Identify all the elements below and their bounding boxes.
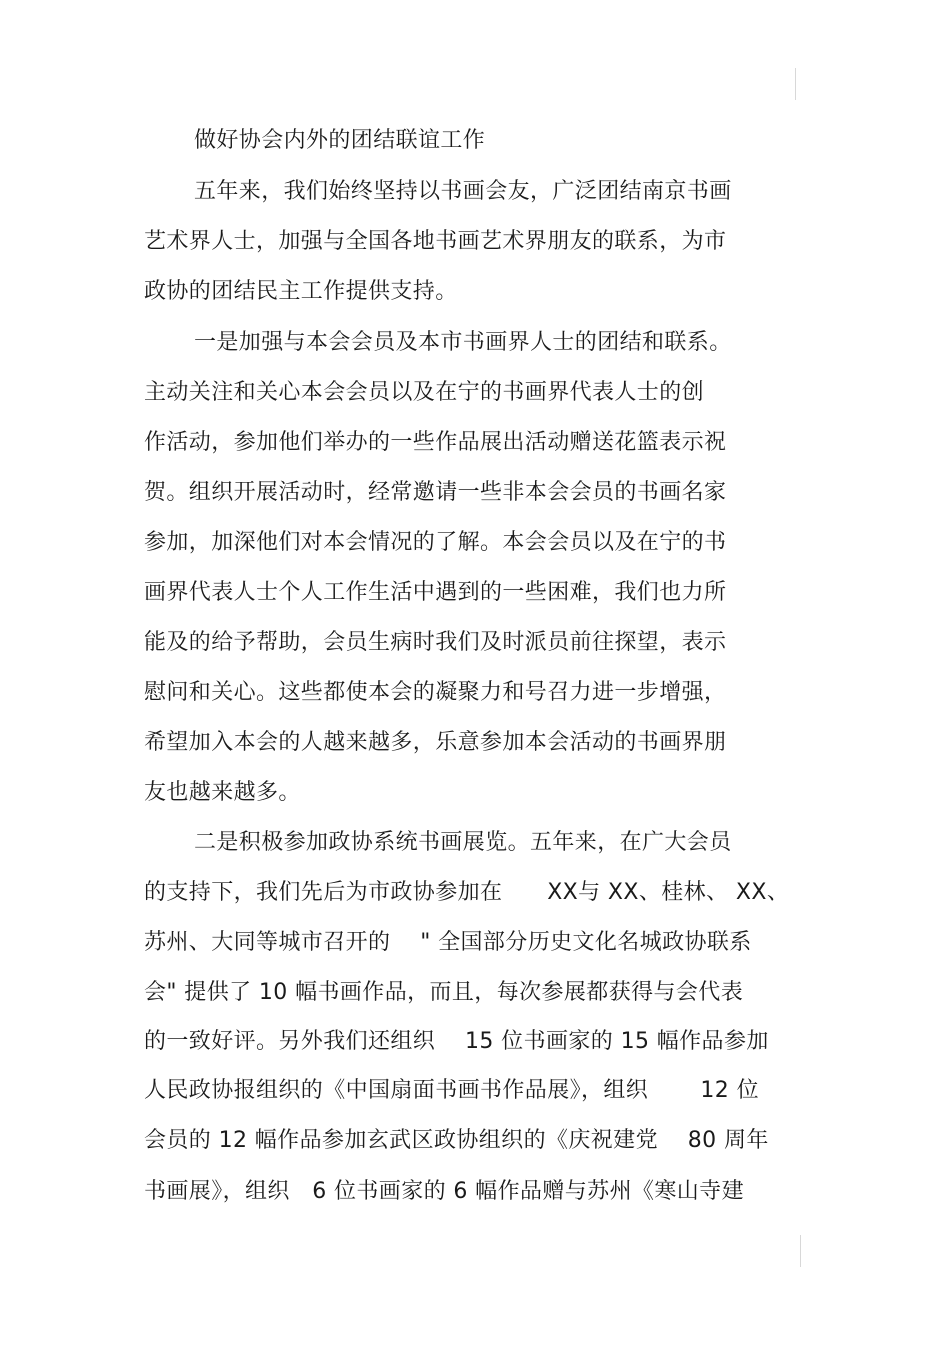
paragraph-line: 主动关注和关心本会会员以及在宁的书画界代表人士的创 bbox=[144, 380, 705, 405]
paragraph-line: 画界代表人士个人工作生活中遇到的一些困难，我们也力所 bbox=[144, 580, 727, 605]
section-heading: 做好协会内外的团结联谊工作 bbox=[194, 128, 486, 153]
paragraph-line: 会" 提供了 10 幅书画作品，而且，每次参展都获得与会代表 bbox=[144, 980, 744, 1005]
paragraph-line: 作活动，参加他们举办的一些作品展出活动赠送花篮表示祝 bbox=[144, 430, 727, 455]
paragraph-line: 人民政协报组织的《中国扇面书画书作品展》，组织 12 位 bbox=[144, 1078, 759, 1103]
paragraph-line: 苏州、大同等城市召开的 " 全国部分历史文化名城政协联系 bbox=[144, 930, 752, 955]
paragraph-line: 二是积极参加政协系统书画展览。五年来，在广大会员 bbox=[194, 830, 732, 855]
paragraph-line: 书画展》，组织 6 位书画家的 6 幅作品赠与苏州《寒山寺建 bbox=[144, 1179, 744, 1204]
paragraph-line: 慰问和关心。这些都使本会的凝聚力和号召力进一步增强， bbox=[144, 680, 727, 705]
paragraph-line: 希望加入本会的人越来越多，乐意参加本会活动的书画界朋 bbox=[144, 730, 727, 755]
paragraph-line: 五年来，我们始终坚持以书画会友，广泛团结南京书画 bbox=[194, 179, 732, 204]
page-corner-mark-top bbox=[795, 68, 796, 100]
paragraph-line: 一是加强与本会会员及本市书画界人士的团结和联系。 bbox=[194, 330, 732, 355]
paragraph-line: 艺术界人士，加强与全国各地书画艺术界朋友的联系，为市 bbox=[144, 229, 727, 254]
page-corner-mark-bottom bbox=[800, 1235, 801, 1267]
paragraph-line: 的支持下，我们先后为市政协参加在 XX与 XX、桂林、 XX、 bbox=[144, 880, 790, 905]
paragraph-line: 友也越来越多。 bbox=[144, 780, 301, 805]
paragraph-line: 参加，加深他们对本会情况的了解。本会会员以及在宁的书 bbox=[144, 530, 727, 555]
paragraph-line: 会员的 12 幅作品参加玄武区政协组织的《庆祝建党 80 周年 bbox=[144, 1128, 769, 1153]
paragraph-line: 政协的团结民主工作提供支持。 bbox=[144, 279, 458, 304]
paragraph-line: 能及的给予帮助，会员生病时我们及时派员前往探望，表示 bbox=[144, 630, 727, 655]
paragraph-line: 的一致好评。另外我们还组织 15 位书画家的 15 幅作品参加 bbox=[144, 1029, 769, 1054]
paragraph-line: 贺。组织开展活动时，经常邀请一些非本会会员的书画名家 bbox=[144, 480, 727, 505]
